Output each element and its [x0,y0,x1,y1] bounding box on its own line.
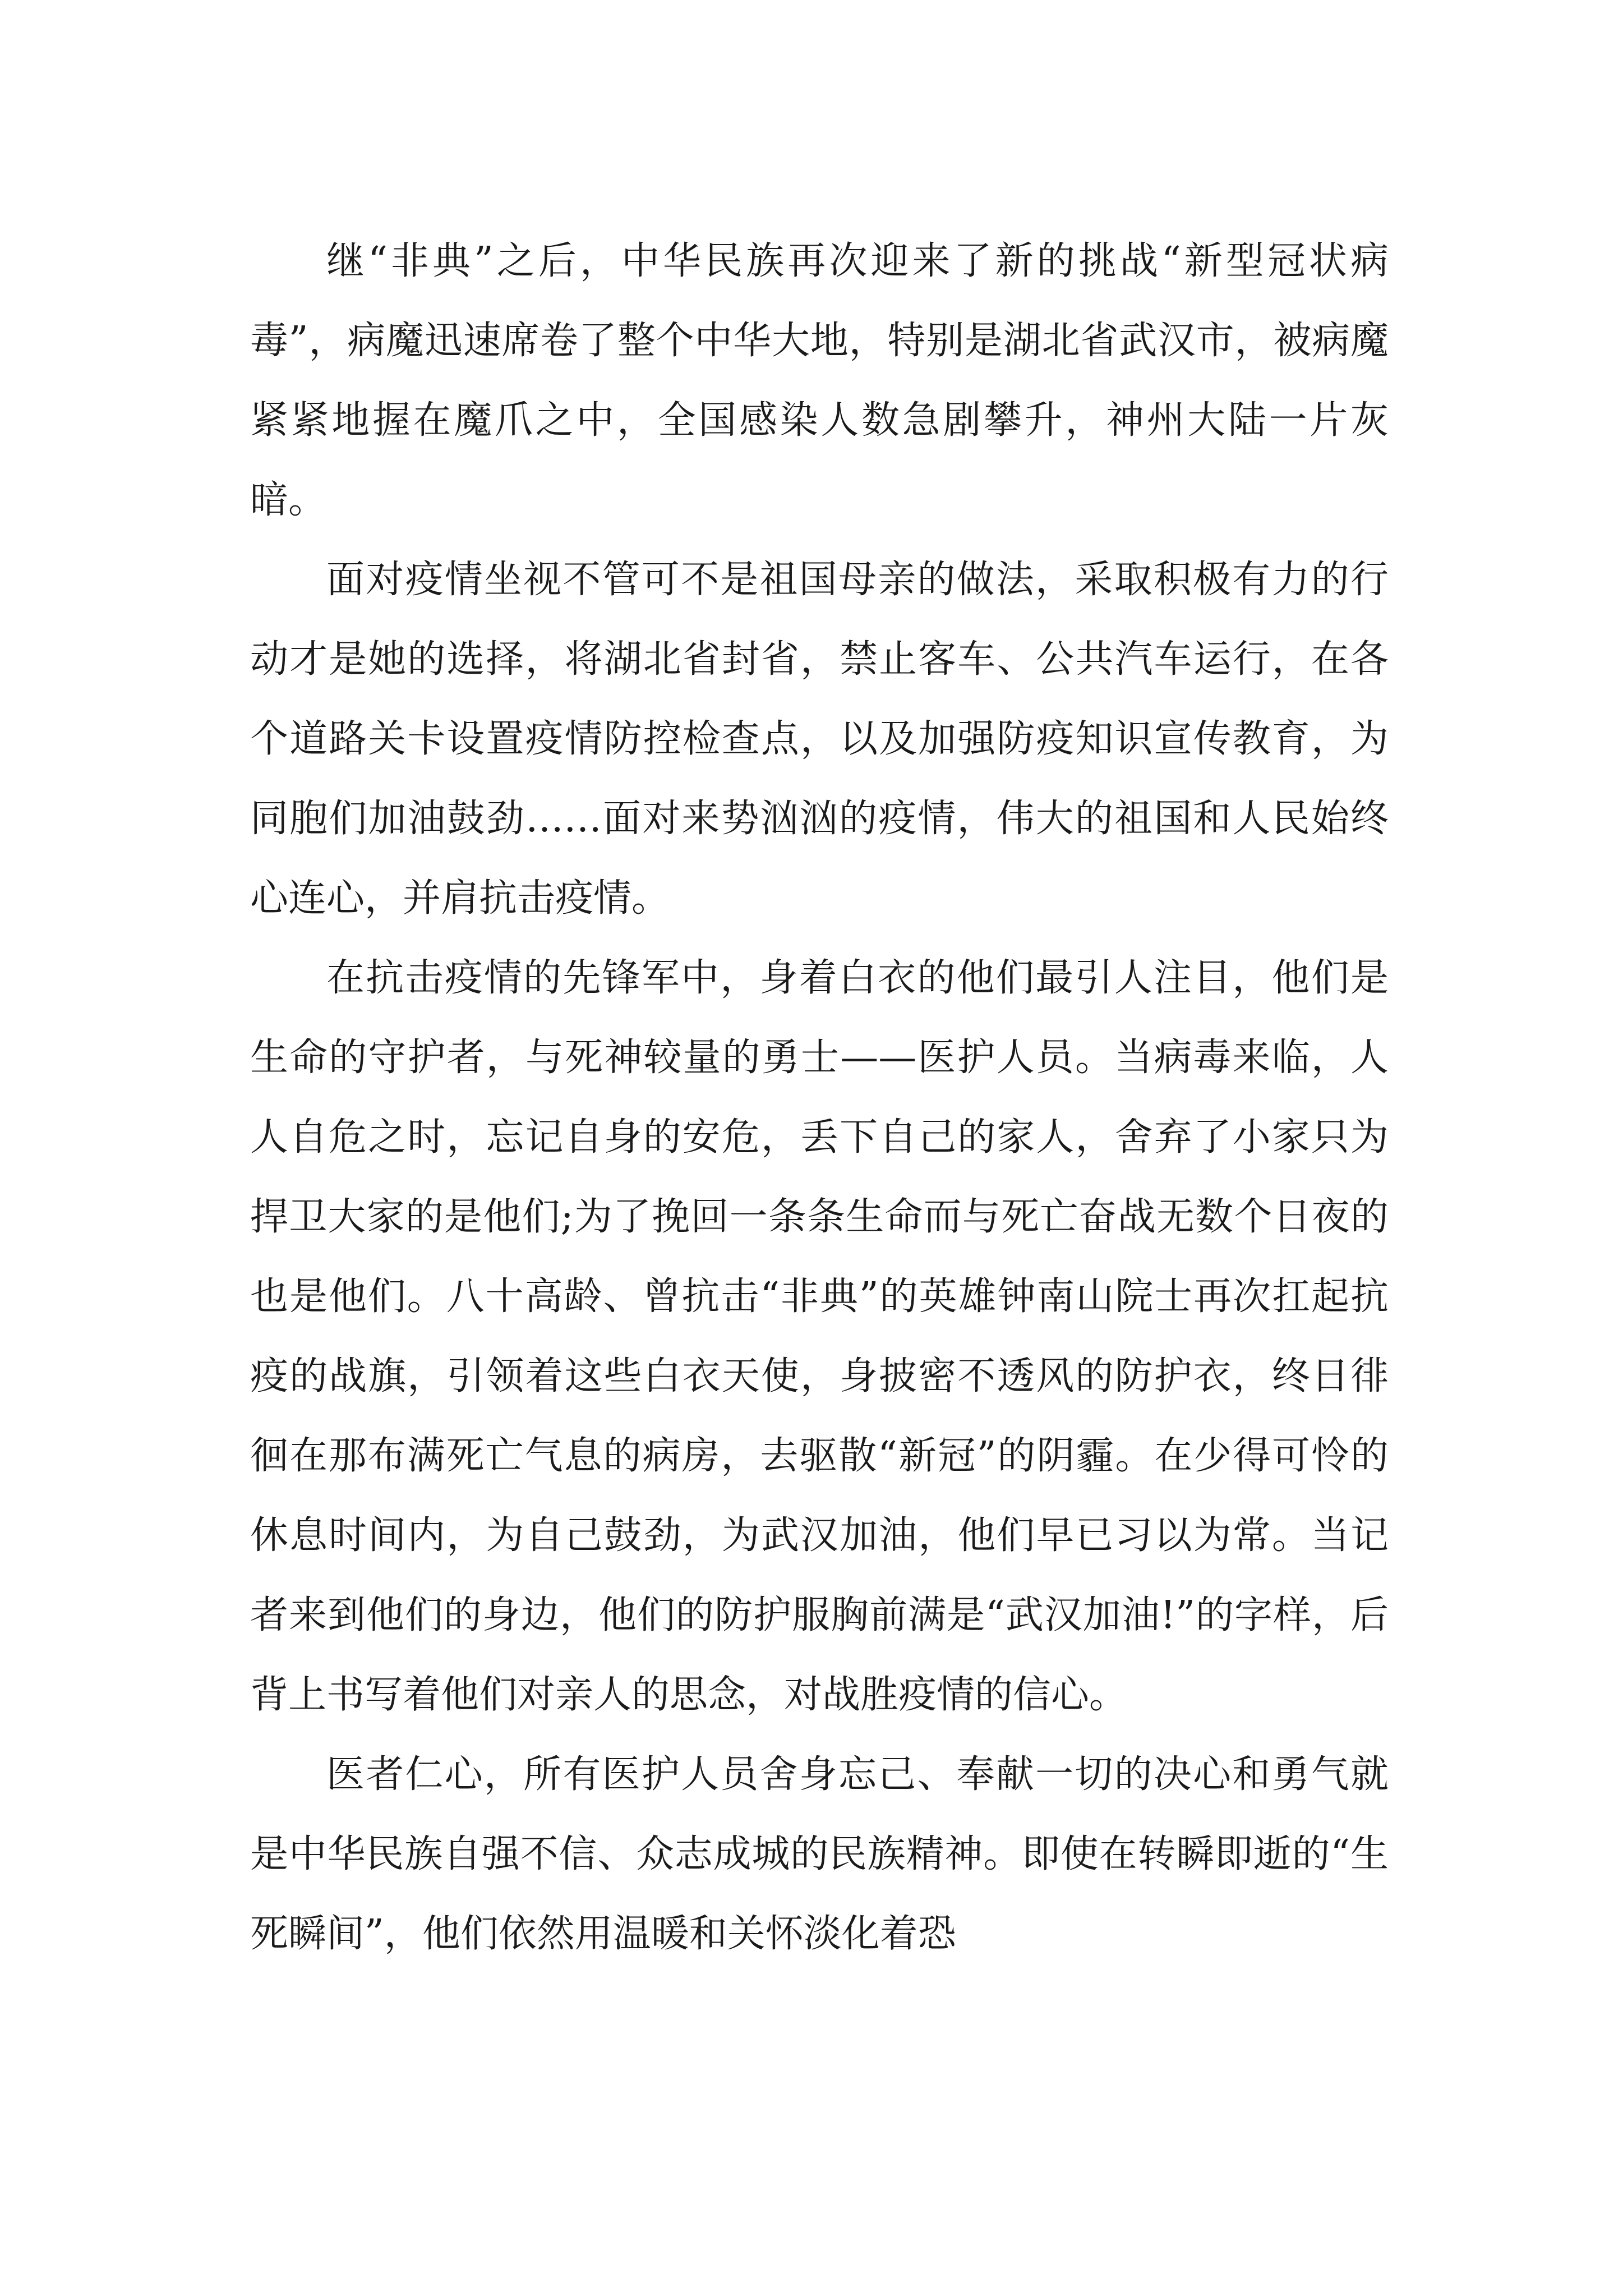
paragraph: 面对疫情坐视不管可不是祖国母亲的做法，采取积极有力的行动才是她的选择，将湖北省封省，禁止客车、公共汽车运行，在各个道路关卡设置疫情防控检查点，以及加强防疫知识宣传教育，为同胞们加油鼓劲……面对来势汹汹的疫情，伟大的祖国和人民始终心连心，并肩抗击疫情。 [250,558,1389,921]
paragraph: 医者仁心，所有医护人员舍身忘己、奉献一切的决心和勇气就是中华民族自强不信、众志成城的民族精神。即使在转瞬即逝的“生死瞬间”，他们依然用温暖和关怀淡化着恐 [250,1752,1389,1956]
document-body [250,222,1389,1974]
paragraph: 在抗击疫情的先锋军中，身着白衣的他们最引人注目，他们是生命的守护者，与死神较量的勇士——医护人员。当病毒来临，人人自危之时，忘记自身的安危，丢下自己的家人，舍弃了小家只为捍卫大家的是他们;为了挽回一条条生命而与死亡奋战无数个日夜的也是他们。八十高龄、曾抗击“非典”的英雄钟南山院士再次扛起抗疫的战旗，引领着这些白衣天使，身披密不透风的防护衣，终日徘徊在那布满死亡气息的病房，去驱散“新冠”的阴霾。在少得可怜的休息时间内，为自己鼓劲，为武汉加油，他们早已习以为常。当记者来到他们的身边，他们的防护服胸前满是“武汉加油!”的字样，后背上书写着他们对亲人的思念，对战胜疫情的信心。 [250,956,1389,1717]
paragraph: 继“非典”之后，中华民族再次迎来了新的挑战“新型冠状病毒”，病魔迅速席卷了整个中华大地，特别是湖北省武汉市，被病魔紧紧地握在魔爪之中，全国感染人数急剧攀升，神州大陆一片灰暗。 [250,239,1389,522]
